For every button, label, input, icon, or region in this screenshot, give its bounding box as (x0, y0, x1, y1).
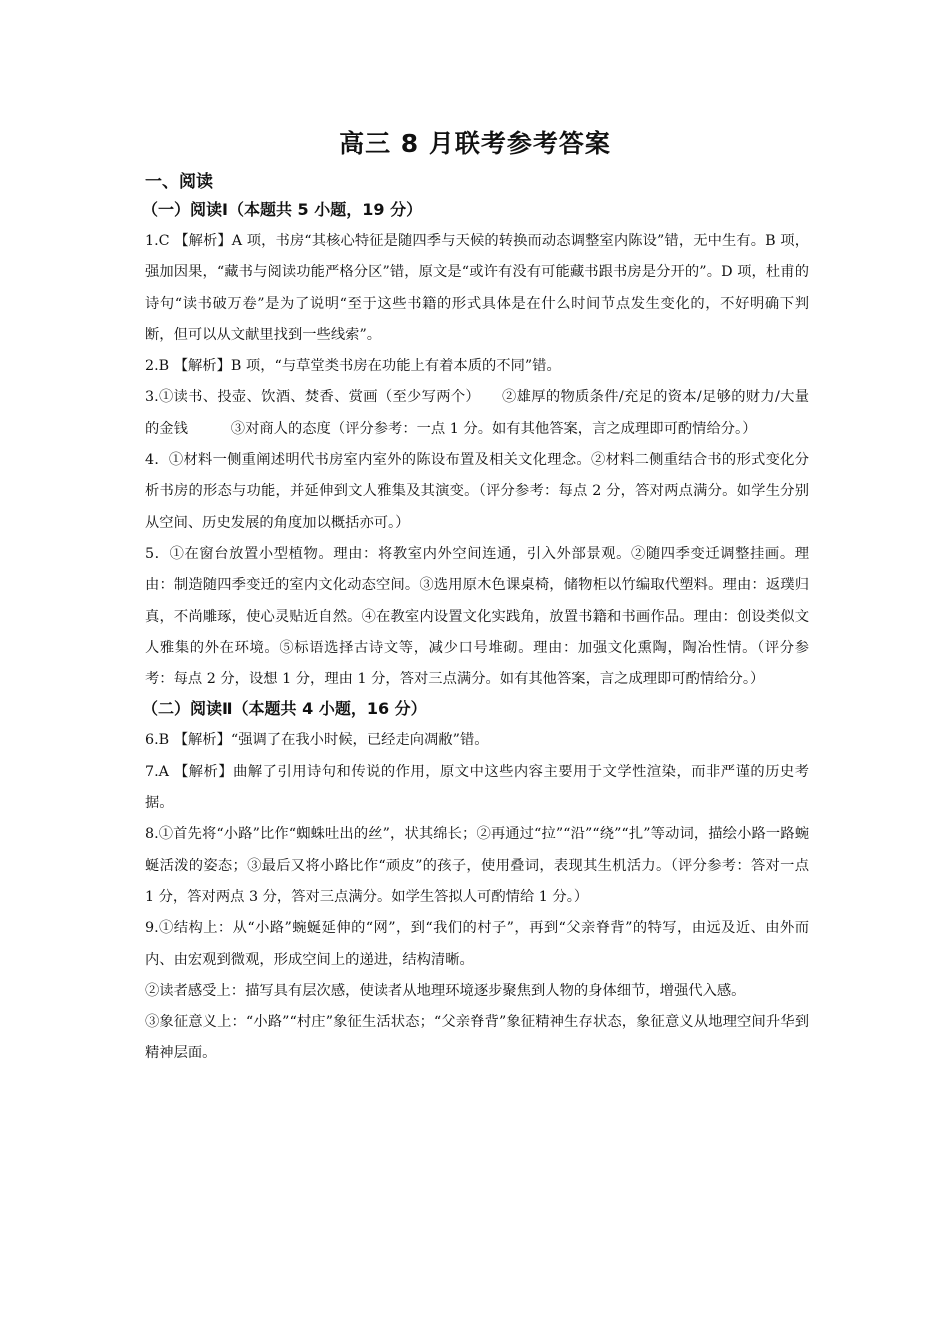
answer-item-8: 8.①首先将“小路”比作“蜘蛛吐出的丝”，状其绵长；②再通过“拉”“沿”“绕”“扎”等动词，描绘小路一路蜿蜒活泼的姿态；③最后又将小路比作“顽皮”的孩子，使用叠词，表现其生机活力。（评分参考：答对一点 1 分，答对两点 3 分，答对三点满分。如学生答拟人可酌情给 1 分。） (145, 826, 809, 905)
answer-item-4: 4．①材料一侧重阐述明代书房室内室外的陈设布置及相关文化理念。②材料二侧重结合书的形式变化分析书房的形态与功能，并延伸到文人雅集及其演变。（评分参考：每点 2 分，答对两点满分。如学生分别从空间、历史发展的角度加以概括亦可。） (145, 452, 809, 531)
part-heading-reading-1: （一）阅读Ⅰ（本题共 5 小题，19 分） (142, 200, 423, 219)
answer-item-2: 2.B 【解析】B 项，“与草堂类书房在功能上有着本质的不同”错。 (145, 358, 561, 375)
page-title: 高三 8 月联考参考答案 (339, 129, 611, 158)
answer-item-9-point-1: 9.①结构上：从“小路”蜿蜒延伸的“网”，到“我们的村子”，再到“父亲脊背”的特写，由远及近、由外而内、由宏观到微观，形成空间上的递进，结构清晰。 (145, 920, 809, 968)
answer-content (142, 168, 809, 1070)
answer-item-5: 5．①在窗台放置小型植物。理由：将教室内外空间连通，引入外部景观。②随四季变迁调整挂画。理由：制造随四季变迁的室内文化动态空间。③选用原木色课桌椅，储物柜以竹编取代塑料。理由：返璞归真，不尚雕琢，使心灵贴近自然。④在教室内设置文化实践角，放置书籍和书画作品。理由：创设类似文人雅集的外在环境。⑤标语选择古诗文等，减少口号堆砌。理由：加强文化熏陶，陶冶性情。（评分参考：每点 2 分，设想 1 分，理由 1 分，答对三点满分。如有其他答案，言之成理即可酌情给分。） (145, 545, 809, 688)
answer-item-6: 6.B 【解析】“强调了在我小时候，已经走向凋敝”错。 (145, 732, 489, 749)
answer-item-9-point-3: ③象征意义上：“小路”“村庄”象征生活状态；“父亲脊背”象征精神生存状态，象征意义从地理空间升华到精神层面。 (145, 1014, 809, 1062)
answer-item-9-point-2: ②读者感受上：描写具有层次感，使读者从地理环境逐步聚焦到人物的身体细节，增强代入感。 (145, 982, 746, 999)
answer-item-7: 7.A 【解析】曲解了引用诗句和传说的作用，原文中这些内容主要用于文学性渲染，而非严谨的历史考据。 (145, 763, 809, 812)
part-heading-reading-2: （二）阅读Ⅱ（本题共 4 小题，16 分） (142, 699, 427, 719)
section-heading-reading: 一、阅读 (145, 172, 213, 192)
answer-item-3: 3.①读书、投壶、饮酒、焚香、赏画（至少写两个） ②雄厚的物质条件/充足的资本/足够的财力/大量的金钱 ③对商人的态度（评分参考：一点 1 分。如有其他答案，言之成理即可酌情给分。） (145, 389, 809, 437)
answer-item-1: 1.C 【解析】A 项，书房“其核心特征是随四季与天候的转换而动态调整室内陈设”错，无中生有。B 项，强加因果，“藏书与阅读功能严格分区”错，原文是“或许有没有可能藏书跟书房是分开的”。D 项，杜甫的诗句“读书破万卷”是为了说明“至于这些书籍的形式具体是在什么时间节点发生变化的，不好明确下判断，但可以从文献里找到一些线索”。 (145, 233, 809, 343)
